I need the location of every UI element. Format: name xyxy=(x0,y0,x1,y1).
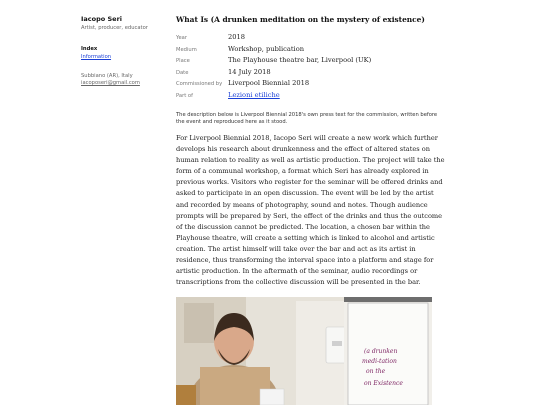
meta-label: Date xyxy=(176,69,189,76)
meta-value: Liverpool Biennial 2018 xyxy=(228,79,310,87)
press-note: The description below is Liverpool Biennial 2018's own press text for the commission, written before the event and reproduced here as it stood. xyxy=(176,112,438,125)
meta-value: 2018 xyxy=(228,33,246,41)
information-link[interactable]: Information xyxy=(81,54,112,60)
meta-row-date xyxy=(176,68,446,80)
meta-label: Commissioned by xyxy=(176,81,223,87)
meta-row-part-of xyxy=(176,91,446,103)
meta-label: Year xyxy=(176,35,187,41)
meta-value: 14 July 2018 xyxy=(228,67,271,76)
description-body: For Liverpool Biennial 2018, Iacopo Seri will create a new work which further develops his research about drunkenness and the effect of altered states on human relation to reality as well as artistic production. The project will take the form of a communal workshop, a format which Seri has already explored in previous works. Visitors who register for the seminar will be offered drinks and asked to participate in an open discussion. The event will be led by the artist and recorded by means of photography, sound and notes. Though audience prompts will be prepared by Seri, the effect of the drinks and thus the outcome of the discussion cannot be predicted. The location, a chosen bar within the Playhouse theatre, will create a setting which is linked to alcohol and artistic creation. The artist himself will take over the bar and act as its artist in residence, thus transforming the interval space into a platform and stage for artistic production. In the aftermath of the seminar, audio recordings or transcriptions from the collective discussion will be presented in the bar. xyxy=(176,134,445,287)
page-title: What Is (A drunken meditation on the mystery of existence) xyxy=(176,15,425,24)
metadata-table xyxy=(176,33,446,102)
meta-label: Medium xyxy=(176,46,197,53)
flipchart-line-3: on the xyxy=(366,368,386,375)
meta-value: Workshop, publication xyxy=(228,44,305,53)
author-name[interactable]: Iacopo Seri xyxy=(81,15,123,23)
email-link[interactable]: iacoposeri@gmail.com xyxy=(81,80,140,86)
flipchart-line-4: on Existence xyxy=(364,380,403,387)
meta-row-place xyxy=(176,56,446,68)
flipchart-line-1: (a drunken xyxy=(364,348,398,355)
meta-row-commissioned-by xyxy=(176,79,446,91)
main-content xyxy=(176,15,446,288)
meta-label: Place xyxy=(176,58,190,64)
meta-row-medium xyxy=(176,45,446,57)
sidebar xyxy=(81,15,171,87)
meta-row-year xyxy=(176,33,446,45)
event-photo xyxy=(176,297,432,405)
photo-illustration xyxy=(176,297,432,405)
index-label: Index xyxy=(81,46,98,52)
location-text: Subbiano (AR), Italy xyxy=(81,73,133,79)
meta-label: Part of xyxy=(176,92,193,99)
meta-value: The Playhouse theatre bar, Liverpool (UK) xyxy=(228,56,372,64)
flipchart-line-2: medi-tation xyxy=(362,358,397,365)
lezioni-etiliche-link[interactable]: Lezioni etiliche xyxy=(228,90,280,99)
author-role: Artist, producer, educator xyxy=(81,25,148,31)
